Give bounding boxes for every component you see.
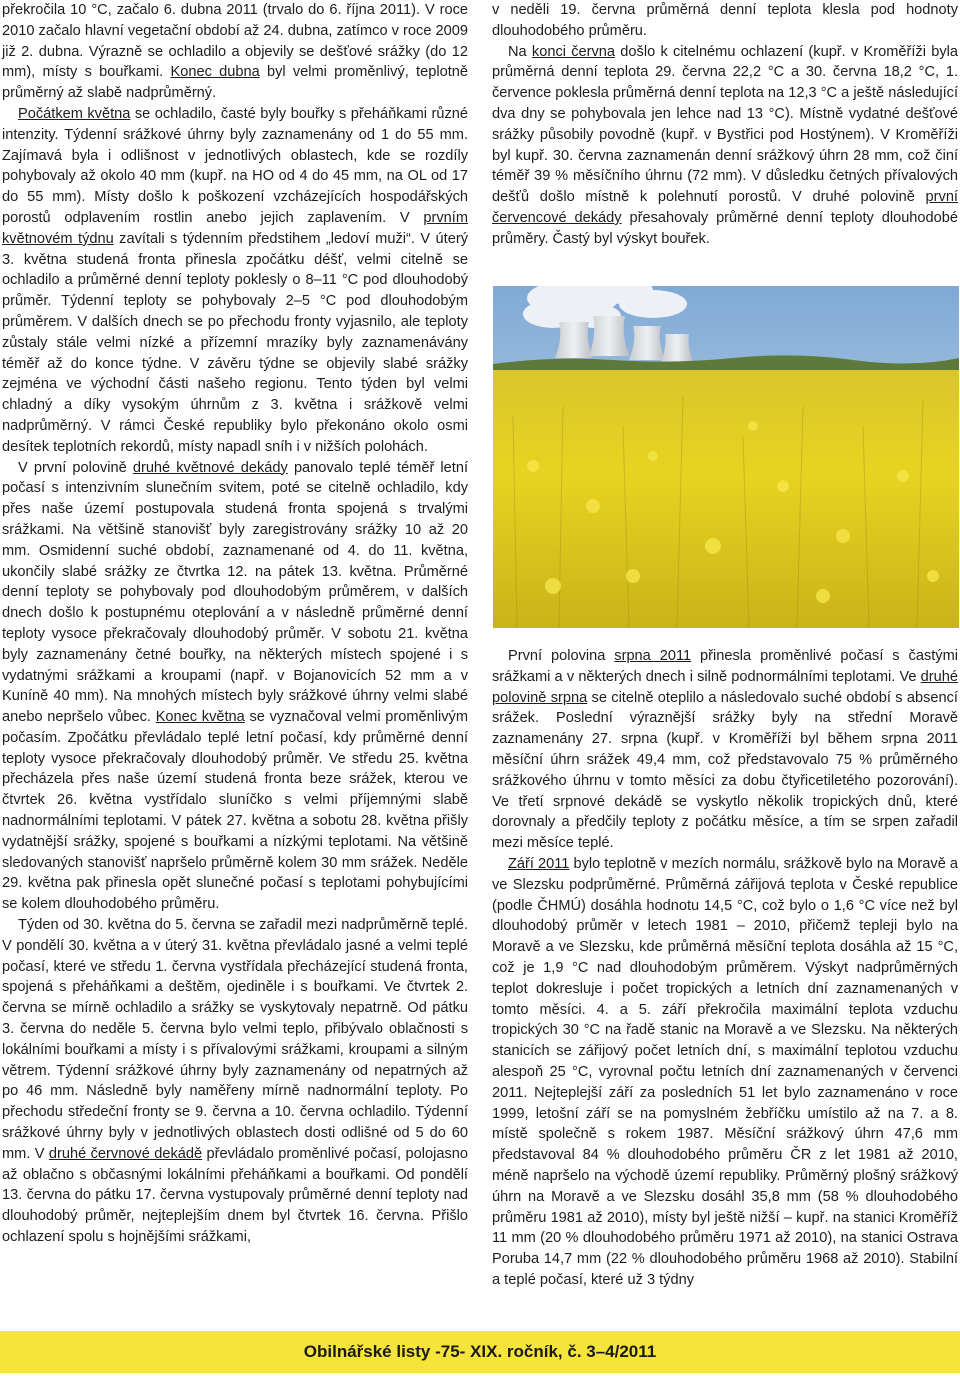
highlight-pocatkem-kvetna: Počátkem května	[18, 105, 131, 122]
right-column-top	[492, 0, 958, 250]
left-column	[2, 0, 468, 1248]
paragraph-july: Na konci června došlo k citelnému ochlazení (kupř. v Kroměříži byla průměrná denní teplota 29. června 22,2 °C a 30. června 18,2 °C, 1. července poklesla průměrná denní teplota na 12,3 °C a ještě následující dva dny se pohybovala jen lehce nad 13 °C). Místně vydatné dešťové srážky působily povodně (kupř. v Bystřici pod Hostýnem). V Kroměříži byl kupř. 30. června zaznamenán denní srážkový úhrn 28 mm, což činí téměř 39 % měsíčního úhrnu (72 mm). V důsledku četných přívalových dešťů došlo místně k polehnutí porostů. V druhé polovině první červencové dekády přesahovaly průměrné denní teploty dlouhodobé průměry. Častý byl výskyt bouřek.	[492, 43, 959, 247]
highlight-srpna-2011: srpna 2011	[614, 648, 692, 664]
highlight-konec-dubna: Konec dubna	[170, 64, 260, 81]
highlight-zari-2011: Září 2011	[508, 855, 570, 872]
photo-illustration	[493, 286, 959, 628]
paragraph-september: Září 2011 bylo teplotně v mezích normálu, srážkově bylo na Moravě a ve Slezsku podprůměrné. Průměrná zářijová teplota v České republice (podle ČHMÚ) dosáhla hodnotu 14,5 °C, což bylo o 1,6 °C více než byl dlouhodobý průměr v letech 1981 – 2010, přičemž tepleji bylo na Moravě a ve Slezsku, kde průměrná měsíční teplota dosáhla až 15 °C, což je 1,9 °C nad dlouhodobým průměrem. Výskyt nadprůměrných teplot dokresluje i počet tropických a letních dní zaznamenaných v tomto měsíci. 4. a 5. září překročila maximální teplota vzduchu tropických 30 °C na řadě stanic na Moravě a ve Slezsku. Na některých stanicích se zářijový počet letních dní, s maximální teplotou vzduchu alespoň 25 °C, vyrovnal počtu letních dní zaznamenaných v červenci 2011. Nejteplejší září za posledních 51 let bylo zaznamenáno v roce 1999, letošní září se na pomyslném žebříčku umístilo až na 7. a 8. místě společně s rokem 1987. Měsíční srážkový úhrn 47,6 mm představoval 84 % dlouhodobého průměru ČR z let 1981 až 2010, méně napršelo na východě území republiky. Průměrný plošný srážkový úhrn na Moravě a ve Slezsku dosáhl 35,8 mm (58 % dlouhodobého průměru 1981 až 2010), místy byl ještě nižší – kupř. na stanici Kroměříž 11 mm (20 % dlouhodobého průměru 1971 až 2010), na stanici Ostrava Poruba 14,7 mm (22 % dlouhodobého průměru 1968 až 2010). Stabilní a teplé počasí, které už 3 týdny	[492, 855, 958, 1288]
right-column-bottom	[492, 646, 958, 1291]
paragraph-may-second-decade: V první polovině druhé květnové dekády panovalo teplé téměř letní počasí s intenzivním slunečním svitem, poté se citelně ochladilo, kdy přes naše území postupovala studená fronta spojená s trvalými srážkami. Na většině stanovišť byly zaregistrovány srážky 10 až 20 mm. Osmidenní suché období, zaznamenané od 4. do 11. května, ukončily slabé srážky ze čtvrtka 12. na pátek 13. května. Průměrné denní teploty se pohybovaly pod dlouhodobým průměrem, v dalších dnech došlo k postupnému oteplování a v následně průměrné denní teploty vysoce překračovaly dlouhodobý průměr. V sobotu 21. května byly zaznamenány četné bouřky, na některých místech spojené i s vydatnými srážkami a kroupami (např. v Bojanovicích 52 mm a v Kuníně 40 mm). Na mnohých místech byly srážkové úhrny velmi slabé anebo nepršelo vůbec. Konec května se vyznačoval velmi proměnlivým počasím. Zpočátku převládalo teplé letní počasí, kdy průměrné denní teploty vysoce překračovaly dlouhodobý průměr. Ve středu 25. května přecházela přes naše území studená fronta beze srážek, kterou ve čtvrtek 26. května vystřídalo sluníčko s velmi příjemnými slabě nadnormálními teplotami. V pátek 27. května a sobotu 28. května přišly vydatnější srážky, spojené s bouřkami a nízkými teplotami. Na většině sledovaných stanovišť napršelo průměrně kolem 30 mm srážek. Neděle 29. května pak přinesla opět slunečné počasí s teplotami pohybujícími se kolem dlouhodobého průměru.	[2, 459, 469, 913]
highlight-konec-kvetna: Konec května	[155, 709, 245, 726]
highlight-druha-polovina-srpna: druhé polovině srpna	[492, 668, 958, 706]
paragraph-june-end: v neděli 19. června průměrná denní teplota klesla pod hodnoty dlouhodobého průměru.	[492, 2, 958, 39]
highlight-konec-cervna: konci června	[531, 43, 616, 60]
highlight-druha-cervnova-dekada: druhé červnové dekádě	[48, 1145, 203, 1162]
paragraph-june: Týden od 30. května do 5. června se zařadil mezi nadprůměrně teplé. V pondělí 30. května a v úterý 31. května převládalo jasné a velmi teplé počasí, které ve středu 1. června vystřídala přecházející studená fronta, spojená s přeháňkami a deštěm, ojediněle i s bouřkami. Ve čtvrtek 2. června se mírně ochladilo a srážky se vyskytovaly nepatrně. Od pátku 3. června do neděle 5. června bylo velmi teplo, přibývalo oblačnosti s lokálními bouřkami a místy i s přívalovými srážkami, kroupami a silným větrem. Týdenní srážkové úhrny byly zaznamenány od nepatrných až po 46 mm. Následně byly naměřeny mírně nadnormální teploty. Po přechodu středeční fronty se 9. června a 10. června ochladilo. Týdenní srážkové úhrny byly v jednotlivých oblastech dosti odlišné od 5 do 60 mm. V druhé červnové dekádě převládalo proměnlivé počasí, polojasno až oblačno s občasnými lokálními přeháňkami a bouřkami. Od pondělí 13. června do pátku 17. června vystupovaly průměrné denní teploty nad dlouhodobý průměr, nejteplejším dnem byl čtvrtek 16. června. Přišlo ochlazení spolu s hojnějšími srážkami,	[2, 917, 468, 1246]
highlight-druha-kvetnova-dekada: druhé květnové dekády	[132, 459, 288, 476]
rapeseed-field-photo	[493, 286, 959, 628]
footer-text: Obilnářské listy -75- XIX. ročník, č. 3–4/2011	[303, 1342, 657, 1361]
paragraph-april: překročila 10 °C, začalo 6. dubna 2011 (trvalo do 6. října 2011). V roce 2010 začalo hlavní vegetační období až 24. dubna, zatímco v roce 2009 již 2. dubna. Výrazně se ochladilo a objevily se dešťové srážky (do 12 mm), místy s bouřkami. Konec dubna byl velmi proměnlivý, teplotně průměrný až slabě nadprůměrný.	[2, 2, 468, 102]
paragraph-august: První polovina srpna 2011 přinesla proměnlivé počasí s častými srážkami a v některých dnech i silně podnormálními teplotami. Ve druhé polovině srpna se citelně oteplilo a následovalo suché období s absencí srážek. Poslední výraznější srážky byly na střední Moravě zaznamenány 27. srpna (kupř. v Kroměříži byl během srpna 2011 měsíční úhrn srážek 49,4 mm, což představovalo 75 % průměrného srážkového úhrnu v tomto měsíci za dobu čtyřicetiletého pozorování). Ve třetí srpnové dekádě se vyskytlo několik tropických dnů, které dorovnaly a předčily teploty z počátku měsíce, a tím se srpen zařadil mezi měsíce teplé.	[492, 648, 958, 852]
page-footer	[0, 1331, 960, 1373]
highlight-prvni-kvetnovy-tyden: prvním květnovém týdnu	[2, 209, 468, 247]
highlight-prvni-cervencova-dekada: první červencové dekády	[492, 189, 958, 226]
paragraph-may-start: Počátkem května se ochladilo, časté byly bouřky s přeháňkami různé intenzity. Týdenní srážkové úhrny byly zaznamenány od 1 do 55 mm. Zajímavá byla i odlišnost v jednotlivých oblastech, kde se rozdíly pohybovaly až okolo 40 mm (kupř. na HO od 4 do 45 mm, na OL od 17 do 55 mm). Místy došlo k poškození vzcházejících hospodářských porostů odplavením rostlin anebo jejich zaplavením. V prvním květnovém týdnu zavítali s týdenním předstihem „ledoví muži“. V úterý 3. května studená fronta přinesla zpočátku déšť, velmi citelně se ochladilo a průměrné denní teploty poklesly o 8–11 °C pod dlouhodobý průměr. Týdenní teploty se pohybovaly 2–5 °C pod dlouhodobým průměrem. V dalších dnech se po přechodu fronty vyjasnilo, ale teploty zůstaly stále velmi nízké a přízemní mrazíky byly zaznamenávány téměř až do konce týdne. V závěru týdne se objevily slabé srážky zejména ve východní části našeho regionu. Tento týden byl velmi chladný a díky vysokým úhrnům z 3. května i srážkově velmi nadprůměrný. V rámci České republiky bylo překonáno okolo osmi desítek teplotních rekordů, místy napadl sníh i v nižších polohách.	[2, 105, 468, 455]
